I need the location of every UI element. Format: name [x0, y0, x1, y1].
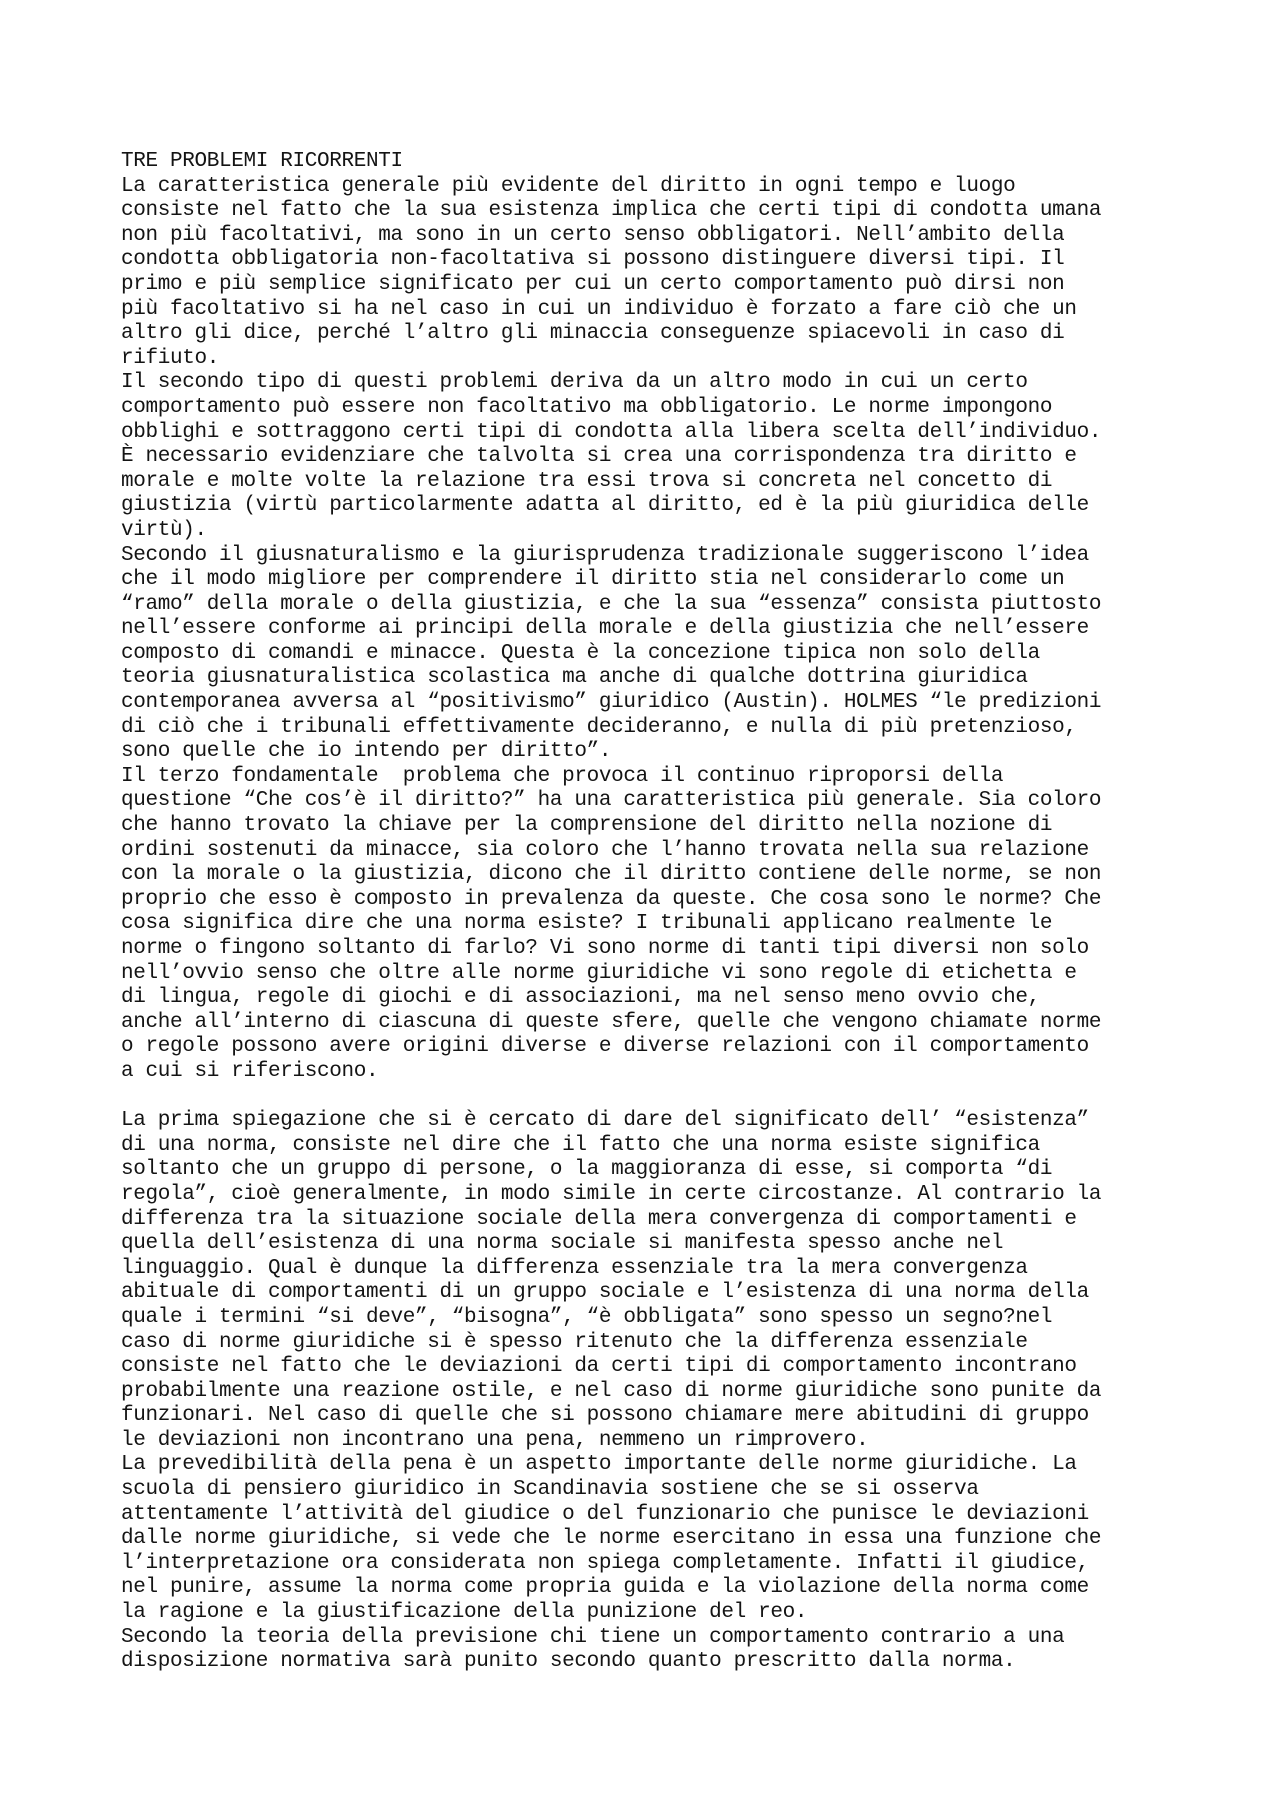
- text-line: con la morale o la giustizia, dicono che il diritto contiene delle norme, se non: [121, 863, 1102, 887]
- text-line: comportamento può essere non facoltativo ma obbligatorio. Le norme impongono: [121, 395, 1053, 419]
- text-line: virtù).: [121, 518, 207, 542]
- text-line: differenza tra la situazione sociale della mera convergenza di comportamenti e: [121, 1207, 1077, 1231]
- text-line: La prima spiegazione che si è cercato di dare del significato dell’ “esistenza”: [121, 1109, 1089, 1133]
- text-line: altro gli dice, perché l’altro gli minaccia conseguenze spiacevoli in caso di: [121, 322, 1065, 346]
- text-line: che il modo migliore per comprendere il diritto stia nel considerarlo come un: [121, 568, 1065, 592]
- text-line: più facoltativo si ha nel caso in cui un individuo è forzato a fare ciò che un: [121, 297, 1077, 321]
- text-line: quella dell’esistenza di una norma sociale si manifesta spesso anche nel: [121, 1232, 1004, 1256]
- text-line: obblighi e sottraggono certi tipi di condotta alla libera scelta dell’individuo.: [121, 420, 1102, 444]
- document-title: TRE PROBLEMI RICORRENTI: [121, 150, 403, 173]
- text-line: probabilmente una reazione ostile, e nel caso di norme giuridiche sono punite da: [121, 1379, 1102, 1403]
- text-line: “ramo” della morale o della giustizia, e che la sua “essenza” consista piuttosto: [121, 592, 1102, 616]
- text-line: funzionari. Nel caso di quelle che si possono chiamare mere abitudini di gruppo: [121, 1404, 1089, 1428]
- text-line: anche all’interno di ciascuna di queste sfere, quelle che vengono chiamate norme: [121, 1010, 1102, 1034]
- text-line: La prevedibilità della pena è un aspetto importante delle norme giuridiche. La: [121, 1453, 1077, 1477]
- text-line: attentamente l’attività del giudice o del funzionario che punisce le deviazioni: [121, 1502, 1089, 1526]
- text-line: morale e molte volte la relazione tra essi trova si concreta nel concetto di: [121, 469, 1053, 493]
- text-line: l’interpretazione ora considerata non spiega completamente. Infatti il giudice,: [121, 1551, 1089, 1575]
- document-body: [121, 150, 1181, 1675]
- text-line: quale i termini “si deve”, “bisogna”, “è obbligata” sono spesso un segno?nel: [121, 1305, 1053, 1329]
- text-line: cosa significa dire che una norma esiste? I tribunali applicano realmente le: [121, 912, 1053, 936]
- text-line: norme o fingono soltanto di farlo? Vi sono norme di tanti tipi diversi non solo: [121, 937, 1089, 960]
- text-line: linguaggio. Qual è dunque la differenza essenziale tra la mera convergenza: [121, 1256, 1028, 1280]
- text-line: nel punire, assume la norma come propria guida e la violazione della norma come: [121, 1576, 1089, 1600]
- text-line: nell’essere conforme ai principi della morale e della giustizia che nell’essere: [121, 617, 1089, 641]
- text-line: È necessario evidenziare che talvolta si crea una corrispondenza tra diritto e: [121, 445, 1077, 469]
- text-line: Il terzo fondamentale problema che provoca il continuo riproporsi della: [121, 764, 1004, 788]
- text-line: Secondo il giusnaturalismo e la giurisprudenza tradizionale suggeriscono l’idea: [121, 543, 1089, 567]
- text-line: sono quelle che io intendo per diritto”.: [121, 740, 612, 764]
- text-line: teoria giusnaturalistica scolastica ma anche di qualche dottrina giuridica: [121, 666, 1028, 690]
- text-line: abituale di comportamenti di un gruppo sociale e l’esistenza di una norma della: [121, 1281, 1089, 1305]
- text-line: consiste nel fatto che la sua esistenza implica che certi tipi di condotta umana: [121, 199, 1102, 223]
- text-line: di una norma, consiste nel dire che il fatto che una norma esiste significa: [121, 1133, 1040, 1157]
- text-line: disposizione normativa sarà punito secondo quanto prescritto dalla norma.: [121, 1650, 1016, 1674]
- text-line: condotta obbligatoria non-facoltativa si possono distinguere diversi tipi. Il: [121, 248, 1065, 272]
- text-line: composto di comandi e minacce. Questa è la concezione tipica non solo della: [121, 641, 1040, 665]
- text-line: le deviazioni non incontrano una pena, nemmeno un rimprovero.: [121, 1428, 869, 1452]
- text-line: giustizia (virtù particolarmente adatta al diritto, ed è la più giuridica delle: [121, 494, 1089, 518]
- text-line: a cui si riferiscono.: [121, 1059, 379, 1083]
- text-line: Il secondo tipo di questi problemi deriva da un altro modo in cui un certo: [121, 371, 1028, 395]
- text-line: questione “Che cos’è il diritto?” ha una caratteristica più generale. Sia coloro: [121, 789, 1102, 813]
- text-line: rifiuto.: [121, 346, 220, 370]
- text-line: [121, 1085, 1181, 1110]
- text-line: nell’ovvio senso che oltre alle norme giuridiche vi sono regole di etichetta e: [121, 961, 1077, 985]
- text-line: la ragione e la giustificazione della punizione del reo.: [121, 1601, 808, 1625]
- text-line: che hanno trovato la chiave per la comprensione del diritto nella nozione di: [121, 814, 1053, 838]
- text-line: ordini sostenuti da minacce, sia coloro che l’hanno trovata nella sua relazione: [121, 838, 1089, 862]
- text-line: soltanto che un gruppo di persone, o la maggioranza di esse, si comporta “di: [121, 1158, 1053, 1182]
- text-line: primo e più semplice significato per cui un certo comportamento può dirsi non: [121, 272, 1065, 296]
- text-line: contemporanea avversa al “positivismo” giuridico (Austin). HOLMES “le predizioni: [121, 691, 1102, 715]
- text-line: non più facoltativi, ma sono in un certo senso obbligatori. Nell’ambito della: [121, 223, 1065, 247]
- text-line: di lingua, regole di giochi e di associazioni, ma nel senso meno ovvio che,: [121, 986, 1040, 1010]
- text-line: consiste nel fatto che le deviazioni da certi tipi di comportamento incontrano: [121, 1355, 1077, 1379]
- text-line: di ciò che i tribunali effettivamente decideranno, e nulla di più pretenzioso,: [121, 715, 1077, 739]
- text-line: proprio che esso è composto in prevalenza da queste. Che cosa sono le norme? Che: [121, 887, 1102, 911]
- text-line: caso di norme giuridiche si è spesso ritenuto che la differenza essenziale: [121, 1330, 1028, 1354]
- text-line: Secondo la teoria della previsione chi tiene un comportamento contrario a una: [121, 1625, 1065, 1649]
- text-line: dalle norme giuridiche, si vede che le norme esercitano in essa una funzione che: [121, 1527, 1102, 1551]
- text-line: regola”, cioè generalmente, in modo simile in certe circostanze. Al contrario la: [121, 1182, 1102, 1206]
- text-line: La caratteristica generale più evidente del diritto in ogni tempo e luogo: [121, 174, 1016, 198]
- text-line: o regole possono avere origini diverse e diverse relazioni con il comportamento: [121, 1035, 1089, 1059]
- text-line: scuola di pensiero giuridico in Scandinavia sostiene che se si osserva: [121, 1478, 979, 1502]
